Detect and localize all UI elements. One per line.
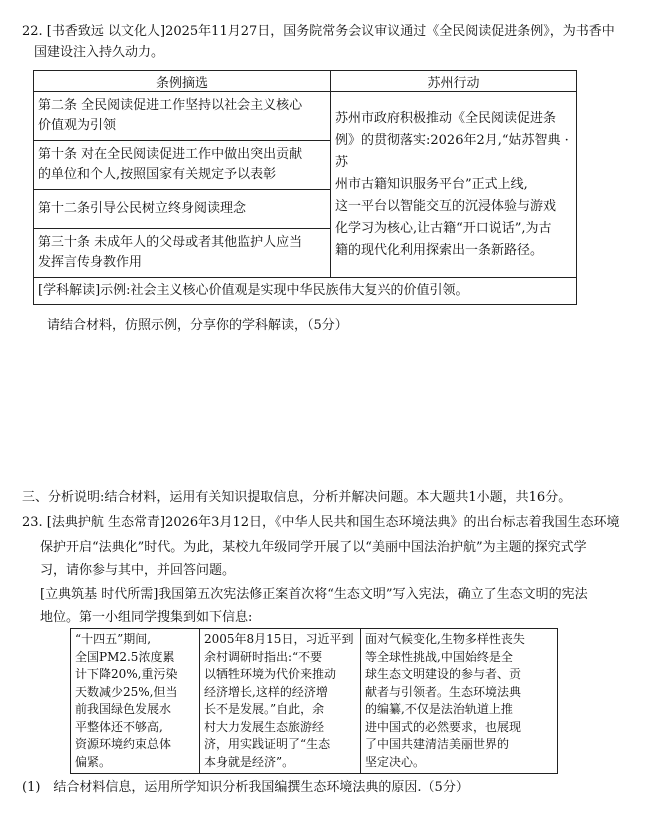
regulation-table bbox=[33, 70, 577, 305]
suzhou-line: 苏州市政府积极推动《全民阅读促进条 bbox=[335, 110, 557, 126]
info-line: 计下降20%,重污染 bbox=[75, 667, 178, 681]
subject-interpretation-example: [学科解读]示例:社会主义核心价值观是实现中华民族伟大复兴的价值引领。 bbox=[34, 278, 577, 305]
info-line: 资源环境约束总体 bbox=[75, 737, 172, 751]
suzhou-line: 例》的贯彻落实:2026年2月,“姑苏智典 ·苏 bbox=[335, 132, 569, 170]
info-line: 2005年8月15日，习近平到 bbox=[204, 632, 354, 646]
info-line: 长不是发展。”自此，余 bbox=[204, 702, 325, 716]
info-line: 村大力发展生态旅游经 bbox=[204, 719, 325, 734]
suzhou-action-text bbox=[331, 92, 577, 278]
q22-intro-line1: 22. [书香致远 以文化人]2025年11月27日，国务院常务会议审议通过《全民阅读促进条例》，为书香中 bbox=[22, 24, 615, 39]
clause-12: 第十二条引导公民树立终身阅读理念 bbox=[34, 190, 331, 229]
q23-line5: 地位。第一小组同学搜集到如下信息: bbox=[40, 610, 253, 625]
q23-line2: 保护开启“法典化”时代。为此，某校九年级同学开展了以“美丽中国法治护航”为主题的探究式学 bbox=[40, 540, 587, 555]
info-cell-yucun bbox=[200, 629, 361, 774]
clause-10-line1: 第十条 对在全民阅读促进工作中做出突出贡献 bbox=[38, 147, 303, 162]
header-regulation-excerpt: 条例摘选 bbox=[34, 71, 331, 92]
info-line: 了中国共建清洁美丽世界的 bbox=[365, 737, 510, 751]
info-line: 平整体还不够高, bbox=[75, 719, 163, 734]
q22-instruction: 请结合材料，仿照示例，分享你的学科解读，（5分） bbox=[47, 318, 348, 333]
clause-2-line2: 价值观为引领 bbox=[38, 118, 117, 133]
clause-30 bbox=[34, 229, 331, 278]
clause-2 bbox=[34, 92, 331, 141]
q23-subquestion-1: (1) 结合材料信息，运用所学知识分析我国编撰生态环境法典的原因.（5分） bbox=[22, 780, 469, 795]
info-line: 等全球性挑战,中国始终是全 bbox=[365, 649, 513, 664]
info-line: 球生态文明建设的参与者、贡 bbox=[365, 667, 522, 681]
suzhou-line: 籍的现代化利用探索出一条新路径。 bbox=[335, 242, 544, 258]
info-cell-pm25 bbox=[71, 629, 200, 774]
clause-30-line2: 发挥言传身教作用 bbox=[38, 255, 143, 270]
suzhou-line: 化学习为核心,让古籍“开口说话”,为古 bbox=[335, 220, 552, 236]
info-line: 献者与引领者。生态环境法典 bbox=[365, 684, 522, 699]
q23-line1: 23. [法典护航 生态常青]2026年3月12日，《中华人民共和国生态环境法典》的出台标志着我国生态环境 bbox=[22, 515, 620, 530]
info-line: 进中国式的必然要求，也展现 bbox=[365, 719, 522, 734]
clause-10 bbox=[34, 141, 331, 190]
info-table bbox=[70, 628, 558, 774]
clause-2-line1: 第二条 全民阅读促进工作坚持以社会主义核心 bbox=[38, 98, 303, 113]
info-line: 余村调研时指出:“不要 bbox=[204, 649, 323, 664]
q23-line3: 习，请你参与其中，并回答问题。 bbox=[40, 563, 236, 578]
info-line: 坚定决心。 bbox=[365, 754, 426, 769]
info-line: 偏紧。 bbox=[75, 754, 112, 769]
info-line: 全国PM2.5浓度累 bbox=[75, 649, 175, 664]
info-line: 前我国绿色发展水 bbox=[75, 702, 172, 716]
info-line: 面对气候变化,生物多样性丧失 bbox=[365, 632, 525, 646]
suzhou-line: 州市古籍知识服务平台”正式上线, bbox=[335, 176, 528, 192]
section-3-heading: 三、分析说明:结合材料，运用有关知识提取信息，分析并解决问题。本大题共1小题，共16分。 bbox=[22, 490, 572, 505]
clause-30-line1: 第三十条 未成年人的父母或者其他监护人应当 bbox=[38, 235, 303, 250]
info-line: 以牺牲环境为代价来推动 bbox=[204, 667, 337, 681]
info-line: 的编纂,不仅是法治轨道上推 bbox=[365, 702, 513, 716]
clause-10-line2: 的单位和个人,按照国家有关规定予以表彰 bbox=[38, 167, 277, 182]
q23-line4: [立典筑基 时代所需]我国第五次宪法修正案首次将“生态文明”写入宪法，确立了生态文明的宪法 bbox=[40, 587, 588, 602]
q22-intro-line2: 国建设注入持久动力。 bbox=[34, 45, 165, 60]
info-line: 济，用实践证明了“生态 bbox=[204, 737, 331, 751]
info-cell-global bbox=[361, 629, 558, 774]
info-line: 天数减少25%,但当 bbox=[75, 684, 178, 699]
info-line: 本身就是经济”。 bbox=[204, 754, 295, 769]
info-line: “十四五”期间, bbox=[75, 632, 152, 646]
header-suzhou-action: 苏州行动 bbox=[331, 71, 577, 92]
suzhou-line: 这一平台以智能交互的沉浸体验与游戏 bbox=[335, 198, 557, 214]
info-line: 经济增长,这样的经济增 bbox=[204, 684, 328, 699]
